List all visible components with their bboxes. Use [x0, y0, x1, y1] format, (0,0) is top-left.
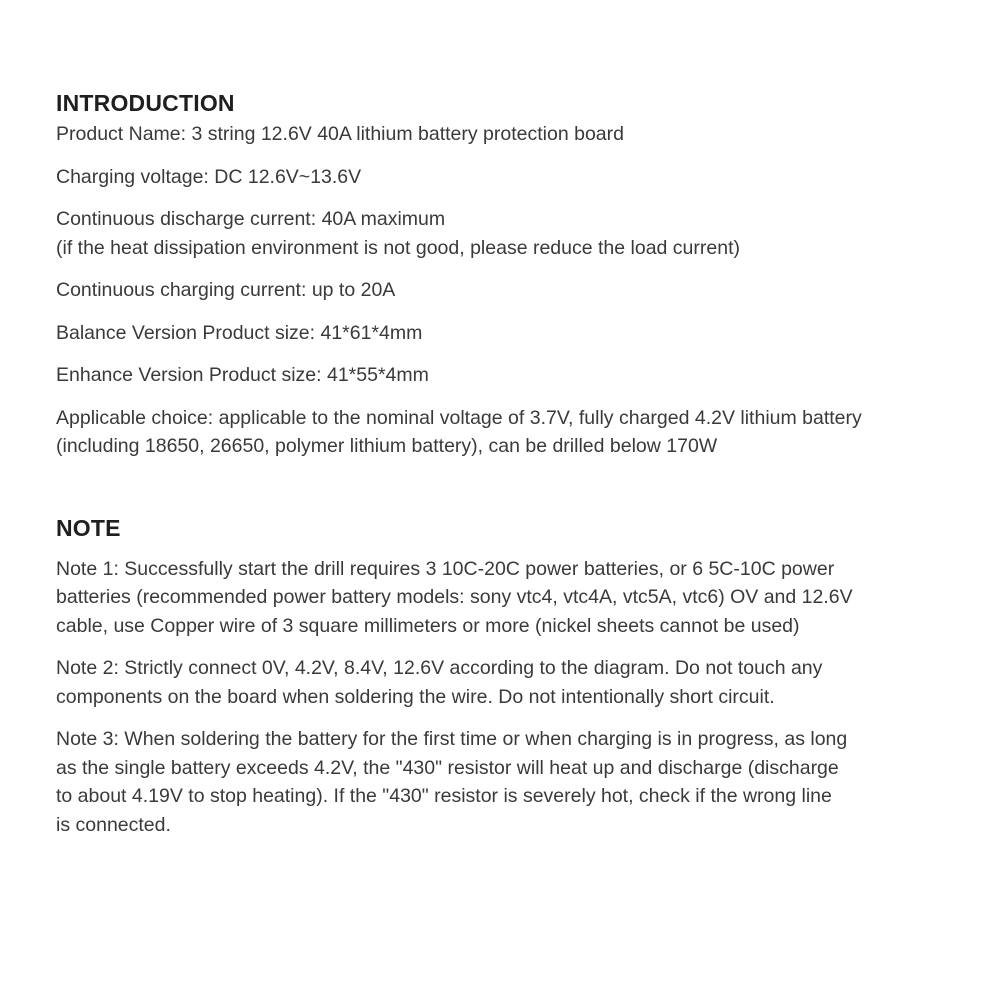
applicable-choice-line-2: (including 18650, 26650, polymer lithium battery), can be drilled below 170W	[56, 435, 718, 457]
introduction-heading: INTRODUCTION	[56, 90, 235, 116]
continuous-discharge-text	[56, 205, 956, 262]
balance-size-text: Balance Version Product size: 41*61*4mm	[56, 321, 423, 344]
note-3-text	[56, 725, 956, 839]
note-3-line-3: to about 4.19V to stop heating). If the "430" resistor is severely hot, check if the wrong line	[56, 785, 832, 807]
note-3-line-4: is connected.	[56, 813, 171, 836]
note-1-line-2: batteries (recommended power battery models: sony vtc4, vtc4A, vtc5A, vtc6) OV and 12.6V	[56, 586, 853, 608]
applicable-choice-text	[56, 404, 956, 461]
continuous-discharge-line-2: (if the heat dissipation environment is not good, please reduce the load current)	[56, 236, 740, 259]
continuous-charging-text: Continuous charging current: up to 20A	[56, 279, 396, 301]
product-name-text: Product Name: 3 string 12.6V 40A lithium battery protection board	[56, 123, 624, 145]
enhance-size-text: Enhance Version Product size: 41*55*4mm	[56, 364, 429, 386]
note-1-text	[56, 555, 956, 641]
note-2-text	[56, 654, 956, 711]
note-3-line-2: as the single battery exceeds 4.2V, the "430" resistor will heat up and discharge (discharge	[56, 756, 839, 779]
charging-voltage-text: Charging voltage: DC 12.6V~13.6V	[56, 165, 362, 188]
continuous-discharge-line-1: Continuous discharge current: 40A maximum	[56, 208, 446, 230]
note-1-line-1: Note 1: Successfully start the drill requires 3 10C-20C power batteries, or 6 5C-10C power	[56, 557, 835, 580]
applicable-choice-line-1: Applicable choice: applicable to the nominal voltage of 3.7V, fully charged 4.2V lithium battery	[56, 406, 862, 429]
note-3-line-1: Note 3: When soldering the battery for the first time or when charging is in progress, as long	[56, 728, 848, 750]
note-heading: NOTE	[56, 514, 121, 541]
document-content	[56, 88, 956, 839]
note-2-line-1: Note 2: Strictly connect 0V, 4.2V, 8.4V, 12.6V according to the diagram. Do not touch any	[56, 657, 823, 679]
note-2-line-2: components on the board when soldering the wire. Do not intentionally short circuit.	[56, 685, 775, 708]
note-1-line-3: cable, use Copper wire of 3 square millimeters or more (nickel sheets cannot be used)	[56, 614, 800, 637]
